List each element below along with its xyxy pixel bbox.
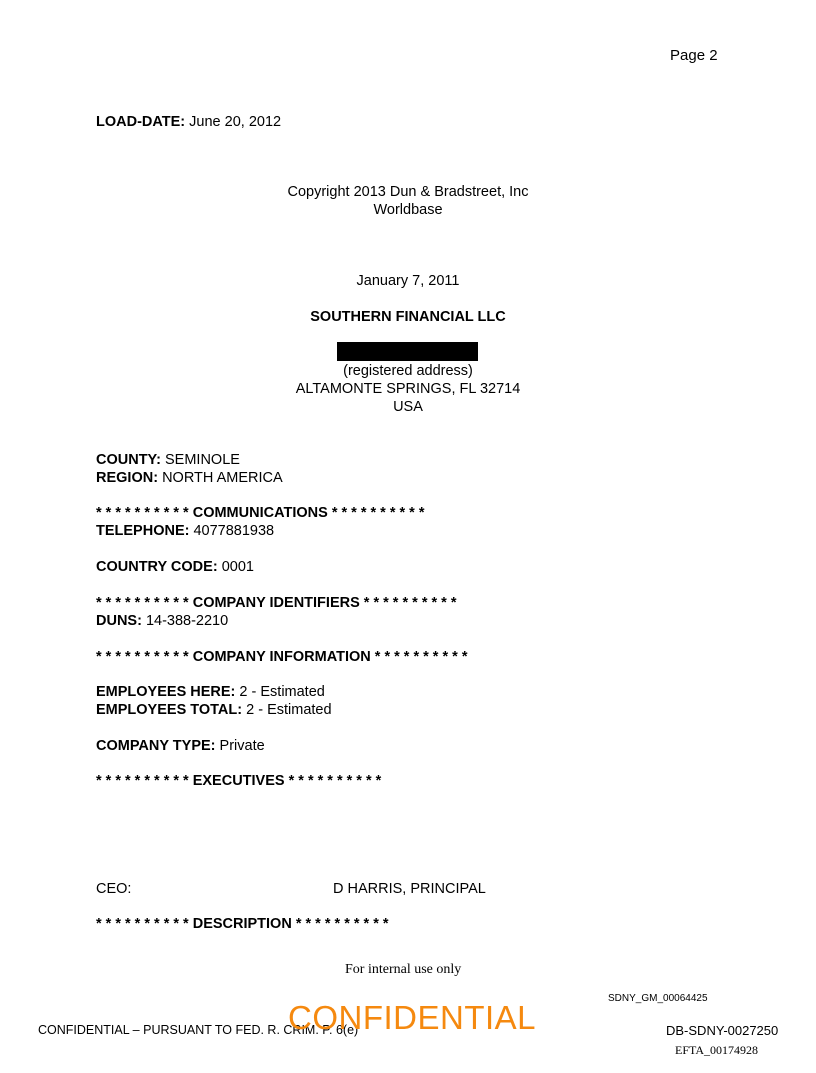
section-stars-left: * * * * * * * * * *	[96, 505, 189, 521]
telephone-label: TELEPHONE:	[96, 523, 190, 539]
address-city-line: ALTAMONTE SPRINGS, FL 32714	[295, 381, 521, 397]
country-code-label: COUNTRY CODE:	[96, 559, 218, 575]
address-note: (registered address)	[343, 363, 473, 379]
duns-value: 14-388-2210	[145, 613, 229, 629]
section-title: DESCRIPTION	[192, 916, 292, 932]
address-country: USA	[393, 399, 423, 415]
duns-label: DUNS:	[96, 613, 142, 629]
bates-number-sdny: SDNY_GM_00064425	[608, 993, 708, 1004]
confidential-stamp: CONFIDENTIAL	[288, 999, 537, 1036]
section-heading-executives	[96, 773, 381, 789]
confidential-notice: CONFIDENTIAL – PURSUANT TO FED. R. CRIM. P. 6(e)	[38, 1023, 359, 1037]
county-line	[96, 452, 240, 468]
section-stars-left: * * * * * * * * * *	[96, 916, 189, 932]
company-type-label: COMPANY TYPE:	[96, 738, 216, 754]
employees-total-line	[96, 702, 332, 718]
section-stars-left: * * * * * * * * * *	[96, 773, 189, 789]
section-stars-right: * * * * * * * * * *	[295, 916, 389, 932]
section-heading-information	[96, 649, 467, 665]
employees-total-value: 2 - Estimated	[246, 702, 332, 718]
employees-total-label: EMPLOYEES TOTAL:	[96, 702, 243, 718]
country-code-value: 0001	[221, 559, 254, 575]
section-stars-left: * * * * * * * * * *	[96, 649, 189, 665]
telephone-value: 4077881938	[193, 523, 275, 539]
region-line	[96, 470, 283, 486]
section-stars-right: * * * * * * * * * *	[363, 595, 457, 611]
section-stars-right: * * * * * * * * * *	[288, 773, 382, 789]
section-heading-communications	[96, 505, 425, 521]
executive-role: CEO:	[96, 881, 132, 897]
section-heading-identifiers	[96, 595, 456, 611]
internal-use-note: For internal use only	[345, 962, 462, 977]
county-value: SEMINOLE	[165, 452, 240, 468]
section-title: COMPANY INFORMATION	[192, 649, 371, 665]
company-type-value: Private	[219, 738, 265, 754]
page-number: Page 2	[670, 47, 718, 64]
bates-number-db: DB-SDNY-0027250	[666, 1023, 779, 1038]
county-label: COUNTY:	[96, 452, 161, 468]
region-value: NORTH AMERICA	[162, 470, 283, 486]
record-date: January 7, 2011	[356, 273, 460, 289]
section-title: EXECUTIVES	[192, 773, 285, 789]
employees-here-line	[96, 684, 325, 700]
load-date-value: June 20, 2012	[189, 114, 282, 130]
section-heading-description	[96, 916, 389, 932]
section-title: COMMUNICATIONS	[192, 505, 328, 521]
section-title: COMPANY IDENTIFIERS	[192, 595, 360, 611]
load-date-line	[96, 114, 281, 130]
copyright-line: Copyright 2013 Dun & Bradstreet, Inc	[287, 184, 529, 200]
redaction-block	[337, 342, 478, 361]
section-stars-left: * * * * * * * * * *	[96, 595, 189, 611]
copyright-source: Worldbase	[373, 202, 443, 218]
executive-name: D HARRIS, PRINCIPAL	[333, 881, 486, 897]
duns-line	[96, 613, 228, 629]
company-name: SOUTHERN FINANCIAL LLC	[310, 309, 506, 325]
country-code-line	[96, 559, 254, 575]
employees-here-value: 2 - Estimated	[239, 684, 325, 700]
company-type-line	[96, 738, 265, 754]
section-stars-right: * * * * * * * * * *	[331, 505, 425, 521]
employees-here-label: EMPLOYEES HERE:	[96, 684, 236, 700]
telephone-line	[96, 523, 274, 539]
bates-number-efta: EFTA_00174928	[675, 1043, 759, 1057]
section-stars-right: * * * * * * * * * *	[374, 649, 468, 665]
load-date-label: LOAD-DATE:	[96, 114, 186, 130]
region-label: REGION:	[96, 470, 159, 486]
